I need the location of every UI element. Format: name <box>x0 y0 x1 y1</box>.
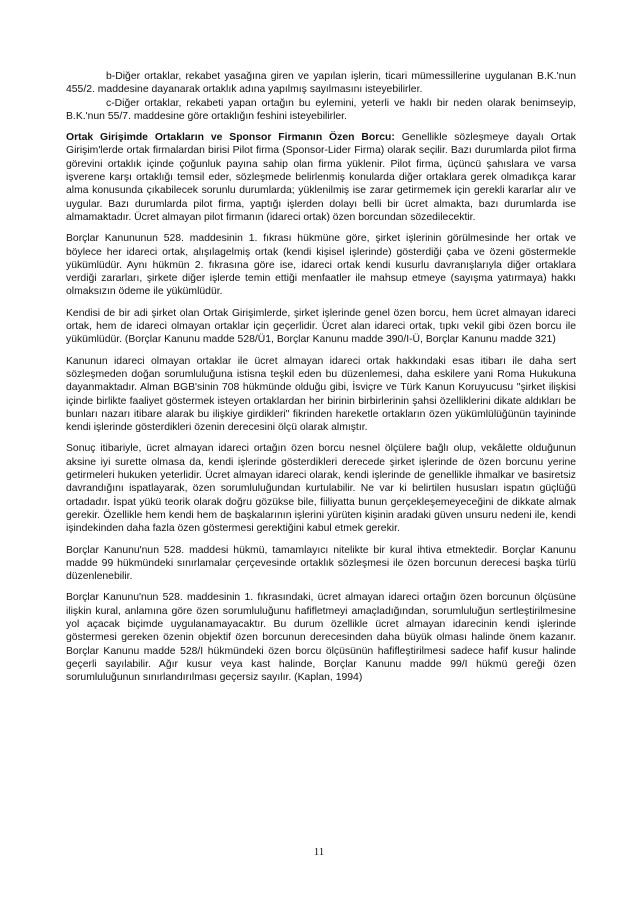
page-number: 11 <box>313 846 325 858</box>
body-paragraph: Borçlar Kanunu'nun 528. maddesinin 1. fıkrasındaki, ücret almayan idareci ortağın özen borcunun ölçüsüne ilişkin kural, anlamına göre özen sorumluluğunu hafifletmeyi amaçladığından, sorumluluğun sertleştirilmesine yol açacak biçimde uygulanamayacaktır. Bu durum özellikle ücret almayan idarecinin kendi işlerinde göstermesi gereken özenin objektif özen borcunun derecesinden daha büyük olması halinde önem kazanır. Borçlar Kanunu madde 528/I hükmündeki özen borcu ölçüsünün hafifleştirilmesi sadece hafif kusur halinde geçerli sayılabilir. Ağır kusur veya kast halinde, Borçlar Kanunu madde 99/I hükmü gereği özen sorumluluğunun sınırlandırılması geçersiz sayılır. (Kaplan, 1994) <box>66 592 576 684</box>
body-paragraph: Kanunun idareci olmayan ortaklar ile ücret almayan idareci ortak hakkındaki esas itibarı ile daha sert sözleşmeden doğan sorumluluğuna istisna teşkil eden bu düzenlemesi, daha eskilere yani Roma Hukukuna dayanmaktadır. Alman BGB'sinin 708 hükmünde olduğu gibi, İsviçre ve Türk Kanun Koruyucusu "şirket ilişkisi içinde birlikte faaliyet göstermek isteyen ortaklardan her birinin birbirlerinin şahsi özelliklerini dikate aldıkları be bunları nazarı itibare alarak bu ilişkiye girdikleri" fikrinden hareketle ortakların özen yükümlülüğünün tayininde kendi işlerinde gösterdikleri özenin derecesini ölçü olarak almıştır. <box>66 355 576 434</box>
body-paragraph: Sonuç itibariyle, ücret almayan idareci ortağın özen borcu nesnel ölçülere bağlı olup, vekâlette olduğunun aksine iyi surette olmasa da, kendi işlerinde gösterdikleri derecede şirket işlerinde de özen borcunu yerine getirmeleri hukuken yeterlidir. Ücret almayan idareci olarak, kendi işlerinde de genellikle ihmalkar ve basiretsiz davrandığını ispatlayarak, özen sorumluluğundan kurtulabilir. Ne var ki belirtilen hususları ispatın güçlüğü ortadadır. İspat yükü teorik olarak doğru gözükse bile, fiiliyatta bunun gerçekleşemeyeceğini de dikkate almak gerekir. Özellikle hem kendi hem de başkalarının işlerini yürüten kişinin aradaki güven unsuru nedeni ile, kendi işindekinden daha fazla özen göstermesi gerektiğini kabul etmek gerekir. <box>66 443 576 535</box>
section-heading: Ortak Girişimde Ortakların ve Sponsor Firmanın Özen Borcu: <box>66 132 395 144</box>
paragraph-intro-c: c-Diğer ortaklar, rekabeti yapan ortağın bu eylemini, yeterli ve haklı bir neden olarak benimseyip, B.K.'nun 55/7. maddesine göre ortaklığın feshini isteyebilirler. <box>66 97 576 122</box>
body-paragraph: Kendisi de bir adi şirket olan Ortak Girişimlerde, şirket işlerinde genel özen borcu, hem ücret almayan idareci ortak, hem de idareci olmayan ortaklar için geçerlidir. Ücret alan idareci ortak, tıpkı vekil gibi özen borcu ile yükümlüdür. (Borçlar Kanunu madde 528/Ü1, Borçlar Kanunu madde 390/I-Ü, Borçlar Kanunu madde 321) <box>66 307 576 346</box>
section-text: Genellikle sözleşmeye dayalı Ortak Girişim'lerde ortak firmalardan birisi Pilot firma (Sponsor-Lider Firma) olarak seçilir. Bazı durumlarda pilot firma görevini ortaklık içinde çoğunluk payına sahip olan firma yüklenir. Pilot firma, üçüncü şahıslara ve varsa işverene karşı ortaklığı temsil eder, sözleşmede belirlenmiş konularda diğer ortaklara gerek olmadıkça karar alma konusunda çıkabilecek sorunlu durumlarda; yüklenilmiş ise zarar getirmemek için gerekli kararlar alır ve uygular. Bazı durumlarda pilot firma, yaptığı işlerden dolayı belli bir ücret almakta, bazı durumlarda ise almamaktadır. Ücret almayan pilot firmanın (idareci ortak) özen borcundan sözedilecektir. <box>66 132 576 223</box>
body-paragraph: Borçlar Kanununun 528. maddesinin 1. fıkrası hükmüne göre, şirket işlerinin görülmesinde her ortak ve böylece her idareci ortak, alışılagelmiş ortak (kendi kişisel işlerinde) gösterdiği çaba ve özeni göstermekle yükümlüdür. Aynı hükmün 2. fıkrasına göre ise, idareci ortak kendi kusurlu davranışlarıyla diğer ortaklara verdiği zararları, şirkete diğer işlerde temin ettiği menfaatler ile mahsup etmeye (sayışma yatırmaya) hakkı olmaksızın ödeme ile yükümlüdür. <box>66 233 576 298</box>
paragraph-intro-b: b-Diğer ortaklar, rekabet yasağına giren ve yapılan işlerin, ticari mümessillerine uygulanan B.K.'nun 455/2. maddesine dayanarak ortaklık adına yapılmış sayılmasını isteyebilirler. <box>66 71 576 96</box>
section-paragraph <box>66 131 576 224</box>
body-paragraph: Borçlar Kanunu'nun 528. maddesi hükmü, tamamlayıcı nitelikte bir kural ihtiva etmektedir. Borçlar Kanunu madde 99 hükmündeki sınırlamalar çerçevesinde ortaklık sözleşmesi ile özen borcunun derecesi başka türlü düzenlenebilir. <box>66 544 576 583</box>
